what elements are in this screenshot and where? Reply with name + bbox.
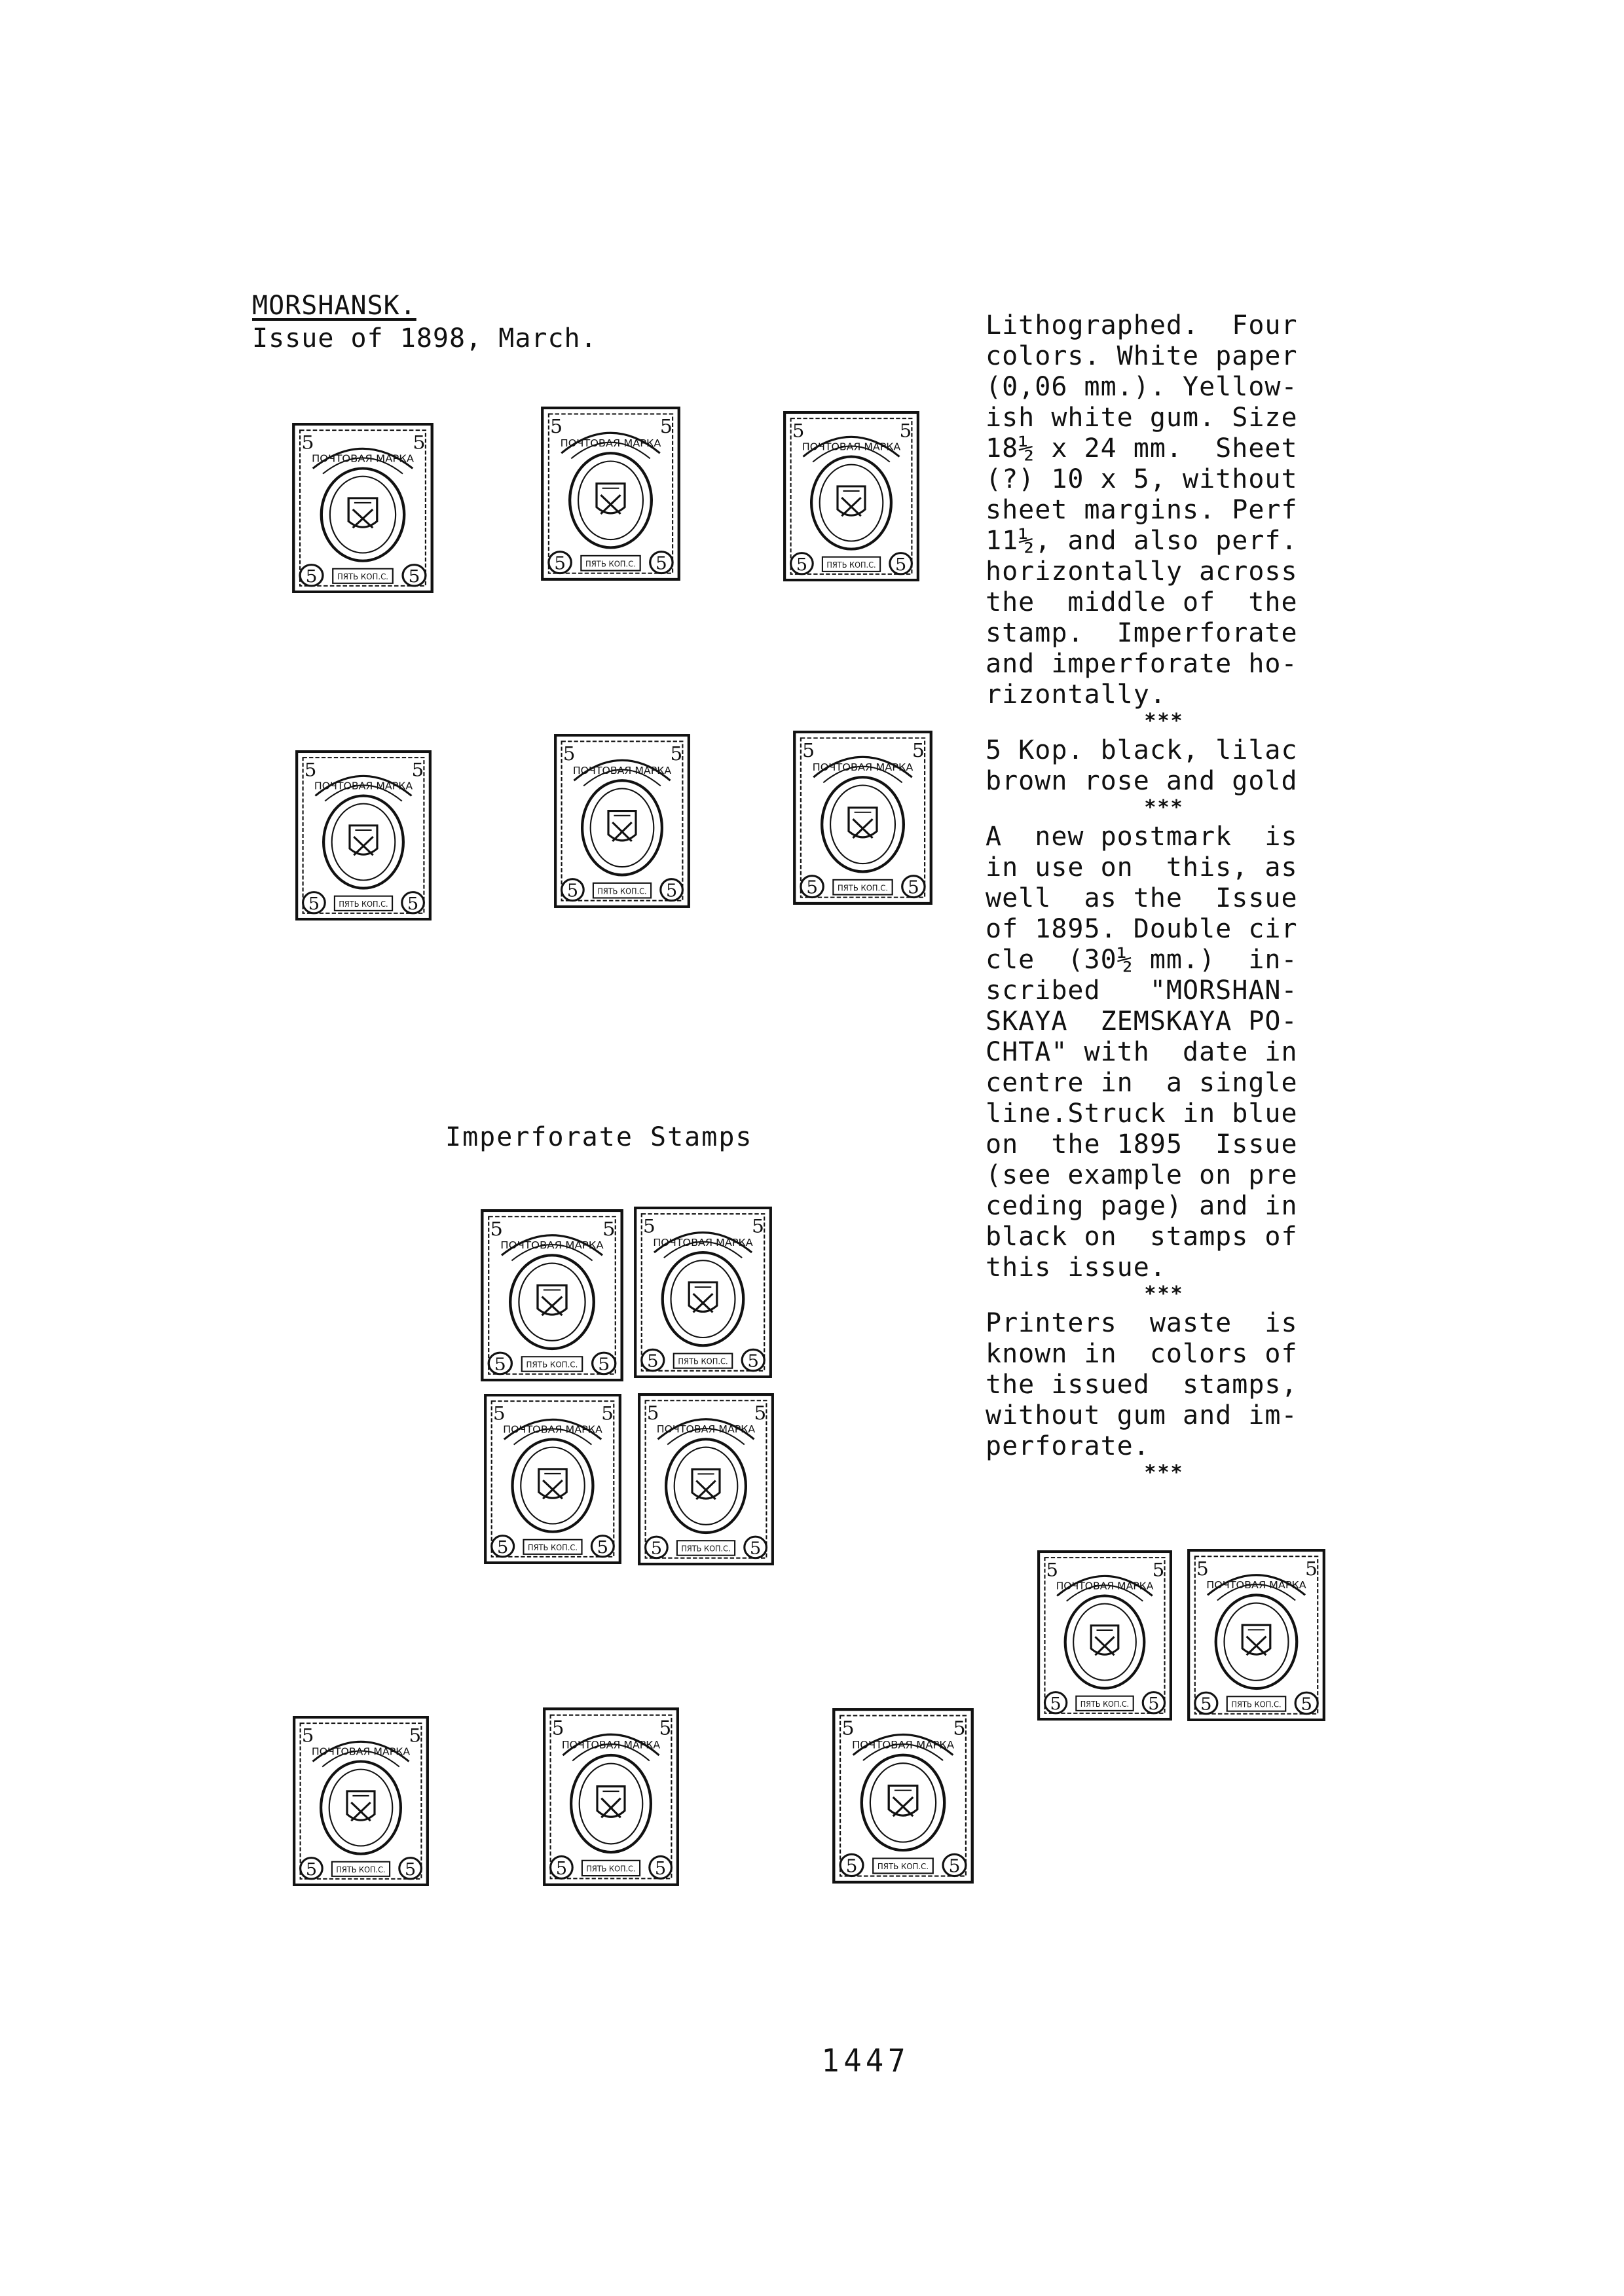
stamp-denomination: 5 [1050, 1694, 1061, 1714]
stamp-denomination: 5 [654, 1858, 667, 1879]
stamp-top-inscription: ПОЧТОВАЯ МАРКА [1056, 1580, 1154, 1592]
stamp-denomination: 5 [1196, 1558, 1209, 1580]
stamp-bottom-inscription: ПЯТЬ КОП.С. [597, 886, 647, 896]
stamp-illustration [292, 1715, 430, 1887]
stamp-illustration [1037, 1550, 1173, 1721]
stamp-denomination: 5 [647, 1351, 659, 1372]
stamp-denomination: 5 [655, 553, 667, 574]
stamp-top-inscription: ПОЧТОВАЯ МАРКА [560, 437, 661, 449]
stamp-top-inscription: ПОЧТОВАЯ МАРКА [572, 764, 672, 776]
stamp-denomination: 5 [492, 1402, 506, 1425]
stamp-denomination: 5 [912, 739, 925, 762]
description-line: CHTA" with date in [986, 1037, 1298, 1067]
stamp-perforated-1 [291, 422, 434, 594]
stamp-denomination: 5 [408, 566, 420, 587]
stamp-imperforate-pair-1 [1037, 1550, 1173, 1721]
stamp-denomination: 5 [806, 877, 818, 898]
description-column [986, 310, 1342, 1487]
stamp-bottom-inscription: ПЯТЬ КОП.С. [1231, 1699, 1282, 1709]
stamp-top-inscription: ПОЧТОВАЯ МАРКА [812, 761, 913, 773]
description-line: rizontally. [986, 680, 1166, 710]
stamp-top-inscription: ПОЧТОВАЯ МАРКА [311, 452, 415, 465]
stamp-top-inscription: ПОЧТОВАЯ МАРКА [500, 1239, 604, 1251]
stamp-bottom-inscription: ПЯТЬ КОП.С. [877, 1862, 929, 1872]
imperforate-label: Imperforate Stamps [445, 1122, 753, 1152]
stamp-illustration [295, 750, 432, 921]
stamp-denomination: 5 [305, 1859, 318, 1880]
stamp-top-inscription: ПОЧТОВАЯ МАРКА [561, 1738, 661, 1751]
stamp-denomination: 5 [413, 431, 426, 454]
stamp-denomination: 5 [407, 894, 419, 914]
stamp-denomination: 5 [749, 1539, 762, 1559]
description-line: ceding page) and in [986, 1191, 1298, 1221]
stamp-illustration [1187, 1548, 1326, 1722]
stamp-bottom-inscription: ПЯТЬ КОП.С. [585, 558, 637, 569]
stamp-imperforate-pair-2 [1187, 1548, 1326, 1722]
description-line: this issue. [986, 1252, 1166, 1283]
description-paragraph-1 [986, 310, 1342, 710]
stamp-denomination: 5 [948, 1855, 961, 1877]
heading-subtitle: Issue of 1898, March. [252, 323, 597, 354]
stamp-bottom-inscription: ПЯТЬ КОП.С. [339, 900, 388, 909]
description-line: black on stamps of [986, 1222, 1298, 1252]
stamp-top-inscription: ПОЧТОВАЯ МАРКА [1206, 1578, 1306, 1592]
separator-3: *** [1144, 1283, 1184, 1305]
stamp-bottom-inscription: ПЯТЬ КОП.С. [1080, 1700, 1130, 1709]
stamp-denomination: 5 [953, 1717, 966, 1740]
description-line: colors. White paper [986, 341, 1298, 371]
stamp-denomination: 5 [411, 758, 424, 781]
stamp-top-inscription: ПОЧТОВАЯ МАРКА [311, 1745, 411, 1758]
stamp-denomination: 5 [554, 553, 566, 574]
stamp-denomination: 5 [650, 1539, 663, 1559]
stamp-illustration [483, 1393, 622, 1565]
stamp-denomination: 5 [1301, 1694, 1312, 1715]
stamp-denomination: 5 [646, 1402, 659, 1424]
description-line: Lithographed. Four [986, 310, 1298, 340]
description-line: (?) 10 x 5, without [986, 464, 1298, 494]
stamp-denomination: 5 [301, 431, 314, 454]
stamp-illustration [783, 410, 920, 582]
description-line: scribed "MORSHAN- [986, 975, 1298, 1006]
description-line: without gum and im- [986, 1400, 1298, 1430]
stamp-denomination: 5 [841, 1717, 855, 1740]
stamp-perforated-4 [295, 750, 432, 921]
description-line: A new postmark is [986, 822, 1298, 852]
stamp-imperforate-block-3 [483, 1393, 622, 1565]
stamp-bottom-inscription: ПЯТЬ КОП.С. [336, 1865, 386, 1874]
description-line: SKAYA ZEMSKAYA PO- [986, 1006, 1298, 1036]
stamp-perforated-3 [783, 410, 920, 582]
stamp-perforated-6 [792, 730, 933, 905]
stamp-denomination: 5 [845, 1855, 858, 1877]
stamp-bottom-inscription: ПЯТЬ КОП.С. [337, 572, 389, 581]
stamp-denomination: 5 [899, 419, 912, 442]
description-line: 18½ x 24 mm. Sheet [986, 433, 1298, 464]
stamp-denomination: 5 [659, 1717, 672, 1740]
stamp-imperforate-single-2 [542, 1707, 680, 1887]
stamp-perforated-2 [540, 406, 681, 581]
stamp-denomination: 5 [796, 555, 808, 575]
description-line: line.Struck in blue [986, 1099, 1298, 1129]
stamp-denomination: 5 [665, 881, 678, 902]
stamp-denomination: 5 [1046, 1558, 1059, 1581]
stamp-denomination: 5 [490, 1218, 503, 1241]
stamp-denomination: 5 [598, 1353, 610, 1375]
stamp-denomination: 5 [597, 1537, 609, 1558]
description-line: on the 1895 Issue [986, 1129, 1298, 1159]
heading-title: MORSHANSK. [252, 291, 416, 321]
heading [252, 289, 597, 355]
stamp-illustration [633, 1206, 773, 1379]
stamp-denomination: 5 [752, 1215, 765, 1237]
stamp-bottom-inscription: ПЯТЬ КОП.С. [526, 1360, 578, 1370]
stamp-bottom-inscription: ПЯТЬ КОП.С. [678, 1356, 728, 1366]
stamp-denomination: 5 [792, 419, 805, 442]
stamp-illustration [291, 422, 434, 594]
stamp-denomination: 5 [301, 1724, 314, 1747]
stamp-bottom-inscription: ПЯТЬ КОП.С. [586, 1863, 636, 1874]
description-line: the issued stamps, [986, 1370, 1298, 1400]
stamp-denomination: 5 [802, 739, 815, 762]
stamp-denomination: 5 [670, 742, 683, 765]
description-line: (see example on pre [986, 1160, 1298, 1190]
separator-1: *** [1144, 710, 1184, 733]
description-line: brown rose and gold [986, 766, 1298, 796]
stamp-denomination: 5 [566, 881, 579, 902]
description-paragraph-4 [986, 1308, 1342, 1462]
description-line: 11½, and also perf. [986, 526, 1298, 556]
stamp-denomination: 5 [1200, 1694, 1212, 1715]
description-paragraph-3 [986, 822, 1342, 1283]
stamp-denomination: 5 [555, 1858, 568, 1879]
stamp-denomination: 5 [563, 742, 576, 765]
stamp-denomination: 5 [304, 758, 317, 781]
stamp-denomination: 5 [659, 415, 673, 438]
stamp-imperforate-single-3 [832, 1707, 974, 1884]
description-line: 5 Kop. black, lilac [986, 735, 1298, 765]
stamp-illustration [792, 730, 933, 905]
separator-2: *** [1144, 796, 1184, 819]
stamp-denomination: 5 [754, 1402, 767, 1424]
stamp-denomination: 5 [551, 1717, 564, 1740]
description-line: sheet margins. Perf [986, 495, 1298, 525]
stamp-imperforate-block-1 [480, 1209, 624, 1382]
description-line: stamp. Imperforate [986, 618, 1298, 648]
stamp-denomination: 5 [496, 1537, 509, 1558]
stamp-top-inscription: ПОЧТОВАЯ МАРКА [802, 441, 901, 453]
stamp-denomination: 5 [601, 1402, 614, 1425]
stamp-bottom-inscription: ПЯТЬ КОП.С. [837, 883, 889, 893]
stamp-denomination: 5 [404, 1859, 416, 1880]
description-line: cle (30½ mm.) in- [986, 945, 1298, 975]
stamp-bottom-inscription: ПЯТЬ КОП.С. [681, 1543, 731, 1554]
description-line: horizontally across [986, 556, 1298, 587]
stamp-top-inscription: ПОЧТОВАЯ МАРКА [852, 1738, 954, 1751]
stamp-denomination: 5 [308, 894, 320, 914]
stamp-denomination: 5 [494, 1353, 506, 1375]
description-line: (0,06 mm.). Yellow- [986, 372, 1298, 402]
description-line: perforate. [986, 1431, 1150, 1461]
stamp-imperforate-block-2 [633, 1206, 773, 1379]
stamp-top-inscription: ПОЧТОВАЯ МАРКА [653, 1237, 753, 1248]
stamp-denomination: 5 [602, 1218, 616, 1241]
stamp-denomination: 5 [409, 1724, 422, 1747]
stamp-denomination: 5 [1152, 1558, 1165, 1581]
stamp-denomination: 5 [305, 566, 318, 587]
description-paragraph-2 [986, 735, 1342, 797]
stamp-illustration [542, 1707, 680, 1887]
description-line: ish white gum. Size [986, 403, 1298, 433]
stamp-top-inscription: ПОЧТОВАЯ МАРКА [656, 1423, 756, 1436]
stamp-denomination: 5 [550, 415, 563, 438]
description-line: of 1895. Double cir [986, 914, 1298, 944]
page-number: 1447 [822, 2043, 910, 2079]
stamp-illustration [832, 1707, 974, 1884]
stamp-denomination: 5 [895, 555, 907, 575]
stamp-illustration [553, 733, 691, 909]
stamp-denomination: 5 [908, 877, 919, 898]
stamp-perforated-5 [553, 733, 691, 909]
stamp-imperforate-block-4 [637, 1393, 775, 1566]
description-line: known in colors of [986, 1339, 1298, 1369]
stamp-denomination: 5 [1148, 1694, 1160, 1714]
stamp-bottom-inscription: ПЯТЬ КОП.С. [527, 1542, 578, 1552]
stamp-illustration [540, 406, 681, 581]
stamp-imperforate-single-1 [292, 1715, 430, 1887]
description-line: in use on this, as [986, 852, 1298, 883]
description-line: and imperforate ho- [986, 649, 1298, 679]
stamp-denomination: 5 [747, 1351, 759, 1372]
separator-4: *** [1144, 1461, 1184, 1484]
description-line: centre in a single [986, 1068, 1298, 1098]
description-line: the middle of the [986, 587, 1298, 617]
stamp-bottom-inscription: ПЯТЬ КОП.С. [826, 560, 876, 570]
stamp-illustration [637, 1393, 775, 1566]
description-line: well as the Issue [986, 883, 1298, 913]
stamp-top-inscription: ПОЧТОВАЯ МАРКА [314, 780, 413, 792]
stamp-denomination: 5 [1305, 1558, 1318, 1580]
description-line: Printers waste is [986, 1308, 1298, 1338]
stamp-denomination: 5 [642, 1215, 655, 1237]
stamp-top-inscription: ПОЧТОВАЯ МАРКА [503, 1423, 602, 1436]
stamp-illustration [480, 1209, 624, 1382]
